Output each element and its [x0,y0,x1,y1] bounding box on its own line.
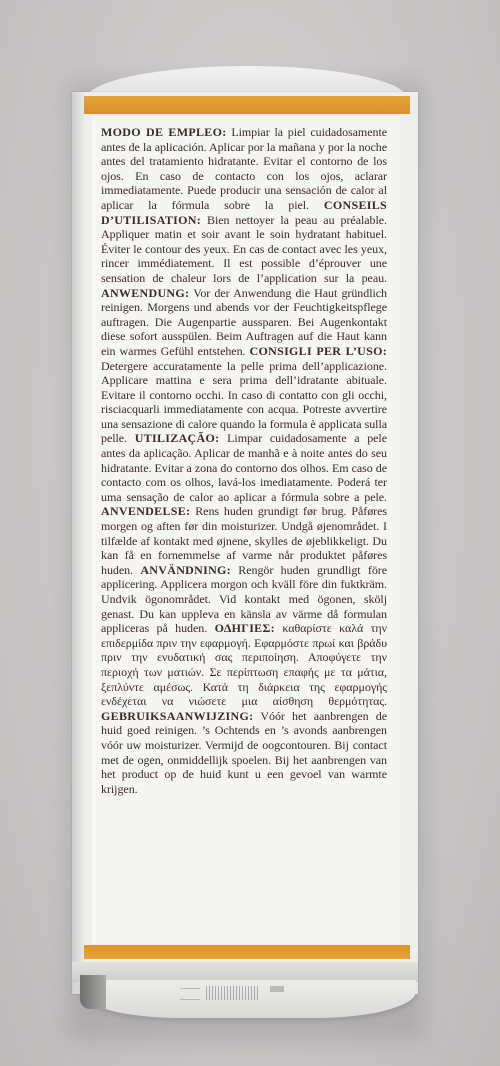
section-heading-sv: ANVÄNDNING: [140,562,231,577]
section-heading-da: ANVENDELSE: [101,504,191,519]
print-code [270,986,284,992]
section-body-el: καθαρίστε καλά την επιδερμίδα πριν την εφαρμογή. Εφαρμόστε πρωί και βράδυ πριν την ενυδατική σας περιποίηση. Αποφύγετε την περιοχή των ματιών. Σε περίπτωση επαφής με τα μάτια, ξεπλύντε αμέσως. Κατά τη διάρκεια της εφαρμογής ενδέχεται να νιώσετε μια αίσθηση θερμότητας. [101,621,387,709]
box-bottom-fold [72,962,418,982]
section-heading-el: ΟΔΗΓΙΕΣ: [214,621,275,636]
section-body-de: Vor der Anwendung die Haut gründlich reinigen. Morgens und abends vor der Feuchtigkeitspflege auftragen. Die Augenpartie aussparen. Bei Augenkontakt diese sofort ausspülen. Beim Auftragen auf die Haut kann ein warmes Gefühl entstehen. [101,285,387,358]
orange-stripe-top [84,96,410,114]
section-body-it: Detergere accuratamente la pelle prima dell’applicazione. Applicare mattina e sera prima dell’idratante abituale. Evitare il contorno occhi. In caso di contatto con gli occhi, risciacquarli immediatamente con acqua. Potreste avvertire una sensazione di calore quando la formula è applicata sulla pelle. [101,358,387,446]
section-body-fr: Bien nettoyer la peau au préalable. Appliquer matin et soir avant le soin hydratant habituel. Éviter le contour des yeux. En cas de contact avec les yeux, rincer immédiatement. Il est possible d’éprouver une sensation de chaleur lors de l’application sur la peau. [101,212,387,285]
section-heading-pt: UTILIZAÇÃO: [134,431,220,446]
section-heading-it: CONSIGLI PER L’USO: [249,343,387,358]
box-side-edge [72,92,84,994]
orange-stripe-bottom [84,945,410,959]
print-mark [180,988,200,1000]
section-body-pt: Limpar cuidadosamente a pele antes da aplicação. Aplicar de manhã e à noite antes do seu hidratante. Evitar a zona do contorno dos olhos. Em caso de contacto com os olhos, lavá-los imediatamente. Poderá ter uma sensação de calor ao aplicar a fórmula sobre a pele. [101,431,387,504]
section-heading-es: MODO DE EMPLEO: [101,125,227,139]
section-heading-nl: GEBRUIKSAANWIJZING: [101,708,254,723]
section-body-nl: Vóór het aanbrengen de huid goed reinigen. ’s Ochtends en ’s avonds aanbrengen vóór uw moisturizer. Vermijd de oogcontouren. Bij contact met de ogen, onmiddellijk spoelen. Bij het aanbrengen van het product op de huid kunt u een gevoel van warmte krijgen. [101,708,387,796]
section-heading-de: ANWENDUNG: [101,285,190,300]
section-body-sv: Rengör huden grundligt före applicering. Applicera morgon och kväll före din fuktkräm. Undvik ögonområdet. Vid kontakt med ögonen, skölj genast. Du kan uppleva en känsla av värme då formulan appliceras på huden. [101,562,387,636]
box-bottom-corner [80,975,106,1009]
section-body-es: Limpiar la piel cuidadosamente antes de la aplicación. Aplicar por la mañana y por la noche antes del tratamiento hidratante. Evitar el contorno de los ojos. En caso de contacto con los ojos, aclarar immediatamente. Puede producir una sensación de calor al aplicar la fórmula sobre la piel. [101,125,387,212]
section-body-da: Rens huden grundigt før brug. Påføres morgen og aften før din moisturizer. Undgå øjenområdet. I tilfælde af kontakt med øjnene, skylles de øjeblikkeligt. Du kan få en fornemmelse af varme når produktet påføres huden. [101,504,387,577]
section-heading-fr: CONSEILS D’UTILISATION: [101,197,387,227]
barcode [206,986,260,1000]
usage-instructions [101,125,387,796]
